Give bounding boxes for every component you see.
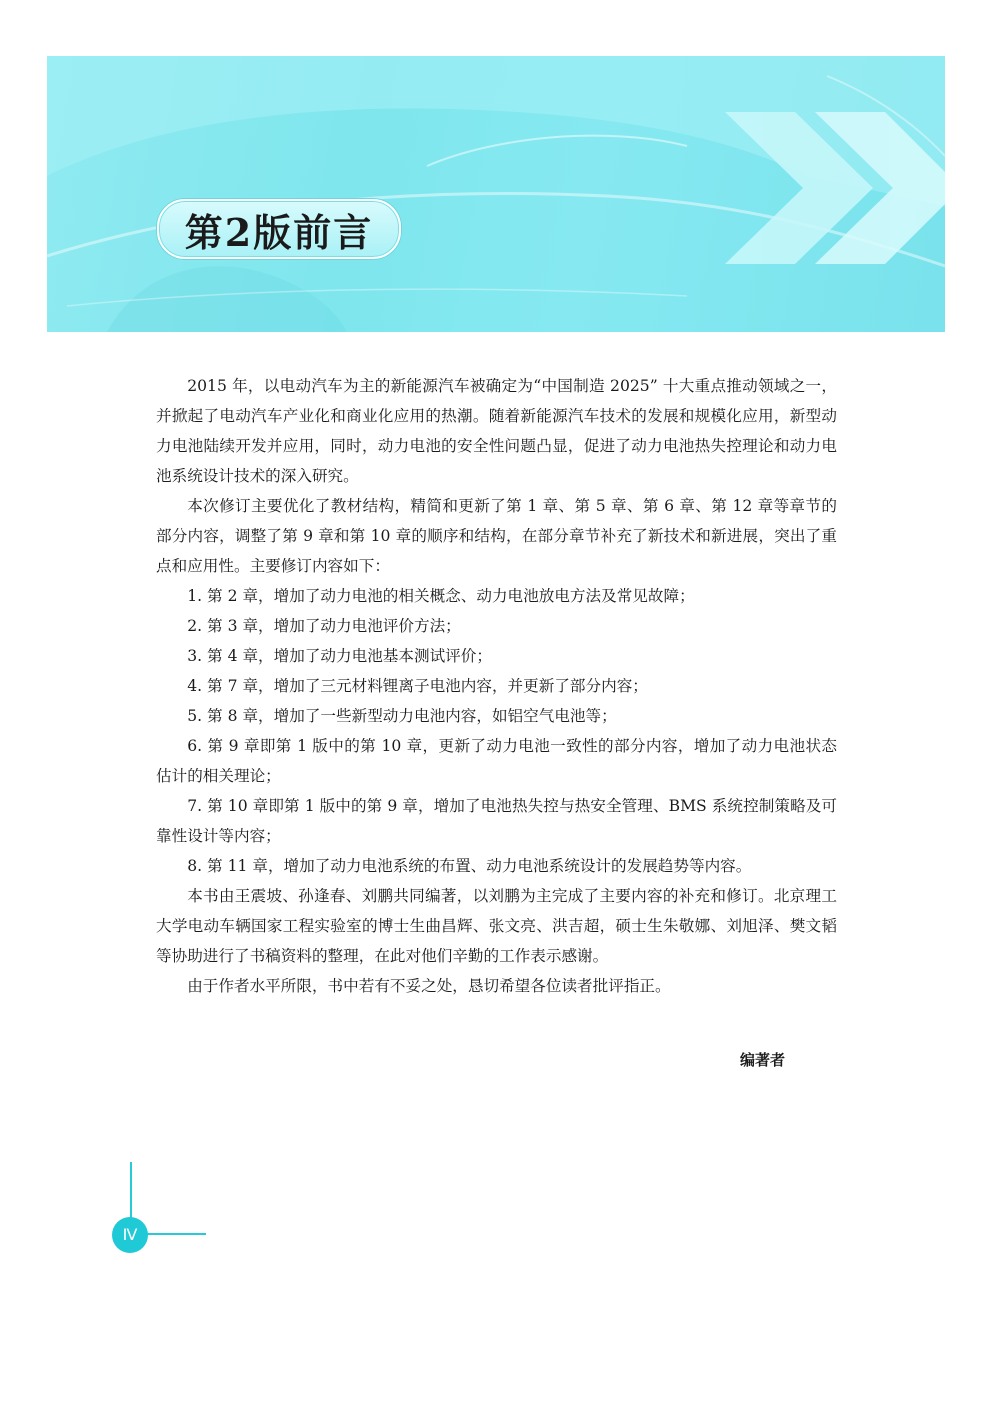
list-item: 4. 第 7 章，增加了三元材料锂离子电池内容，并更新了部分内容； (187, 677, 648, 695)
preface-body (156, 371, 837, 1001)
list-item: 8. 第 11 章，增加了动力电池系统的布置、动力电池系统设计的发展趋势等内容。 (187, 857, 752, 875)
list-item: 1. 第 2 章，增加了动力电池的相关概念、动力电池放电方法及常见故障； (187, 587, 695, 605)
paragraph: 由于作者水平所限，书中若有不妥之处，恳切希望各位读者批评指正。 (187, 977, 671, 995)
footer-horizontal-rule (142, 1233, 206, 1235)
list-item: 3. 第 4 章，增加了动力电池基本测试评价； (187, 647, 492, 665)
title-badge (157, 199, 401, 259)
car-background-graphic (47, 56, 945, 332)
list-item: 6. 第 9 章即第 1 版中的第 10 章，更新了动力电池一致性的部分内容，增加了动力电池状态估计的相关理论； (156, 737, 837, 785)
page-number-badge: Ⅳ (112, 1217, 148, 1253)
author-signature: 编著者 (740, 1051, 786, 1069)
page-title: 第2版前言 (184, 209, 374, 255)
footer-vertical-rule (130, 1162, 132, 1220)
list-item: 7. 第 10 章即第 1 版中的第 9 章，增加了电池热失控与热安全管理、BMS 系统控制策略及可靠性设计等内容； (156, 797, 837, 845)
header-banner (47, 56, 945, 332)
list-item: 2. 第 3 章，增加了动力电池评价方法； (187, 617, 461, 635)
paragraph: 2015 年，以电动汽车为主的新能源汽车被确定为“中国制造 2025” 十大重点推动领域之一，并掀起了电动汽车产业化和商业化应用的热潮。随着新能源汽车技术的发展和规模化应用，新型动力电池陆续开发并应用，同时，动力电池的安全性问题凸显，促进了动力电池热失控理论和动力电池系统设计技术的深入研究。 (156, 377, 837, 485)
paragraph: 本次修订主要优化了教材结构，精简和更新了第 1 章、第 5 章、第 6 章、第 12 章等章节的部分内容，调整了第 9 章和第 10 章的顺序和结构，在部分章节补充了新技术和新进展，突出了重点和应用性。主要修订内容如下： (156, 497, 837, 575)
paragraph: 本书由王震坡、孙逢春、刘鹏共同编著，以刘鹏为主完成了主要内容的补充和修订。北京理工大学电动车辆国家工程实验室的博士生曲昌辉、张文亮、洪吉超，硕士生朱敬娜、刘旭泽、樊文韬等协助进行了书稿资料的整理，在此对他们辛勤的工作表示感谢。 (156, 887, 837, 965)
list-item: 5. 第 8 章，增加了一些新型动力电池内容，如铝空气电池等； (187, 707, 617, 725)
